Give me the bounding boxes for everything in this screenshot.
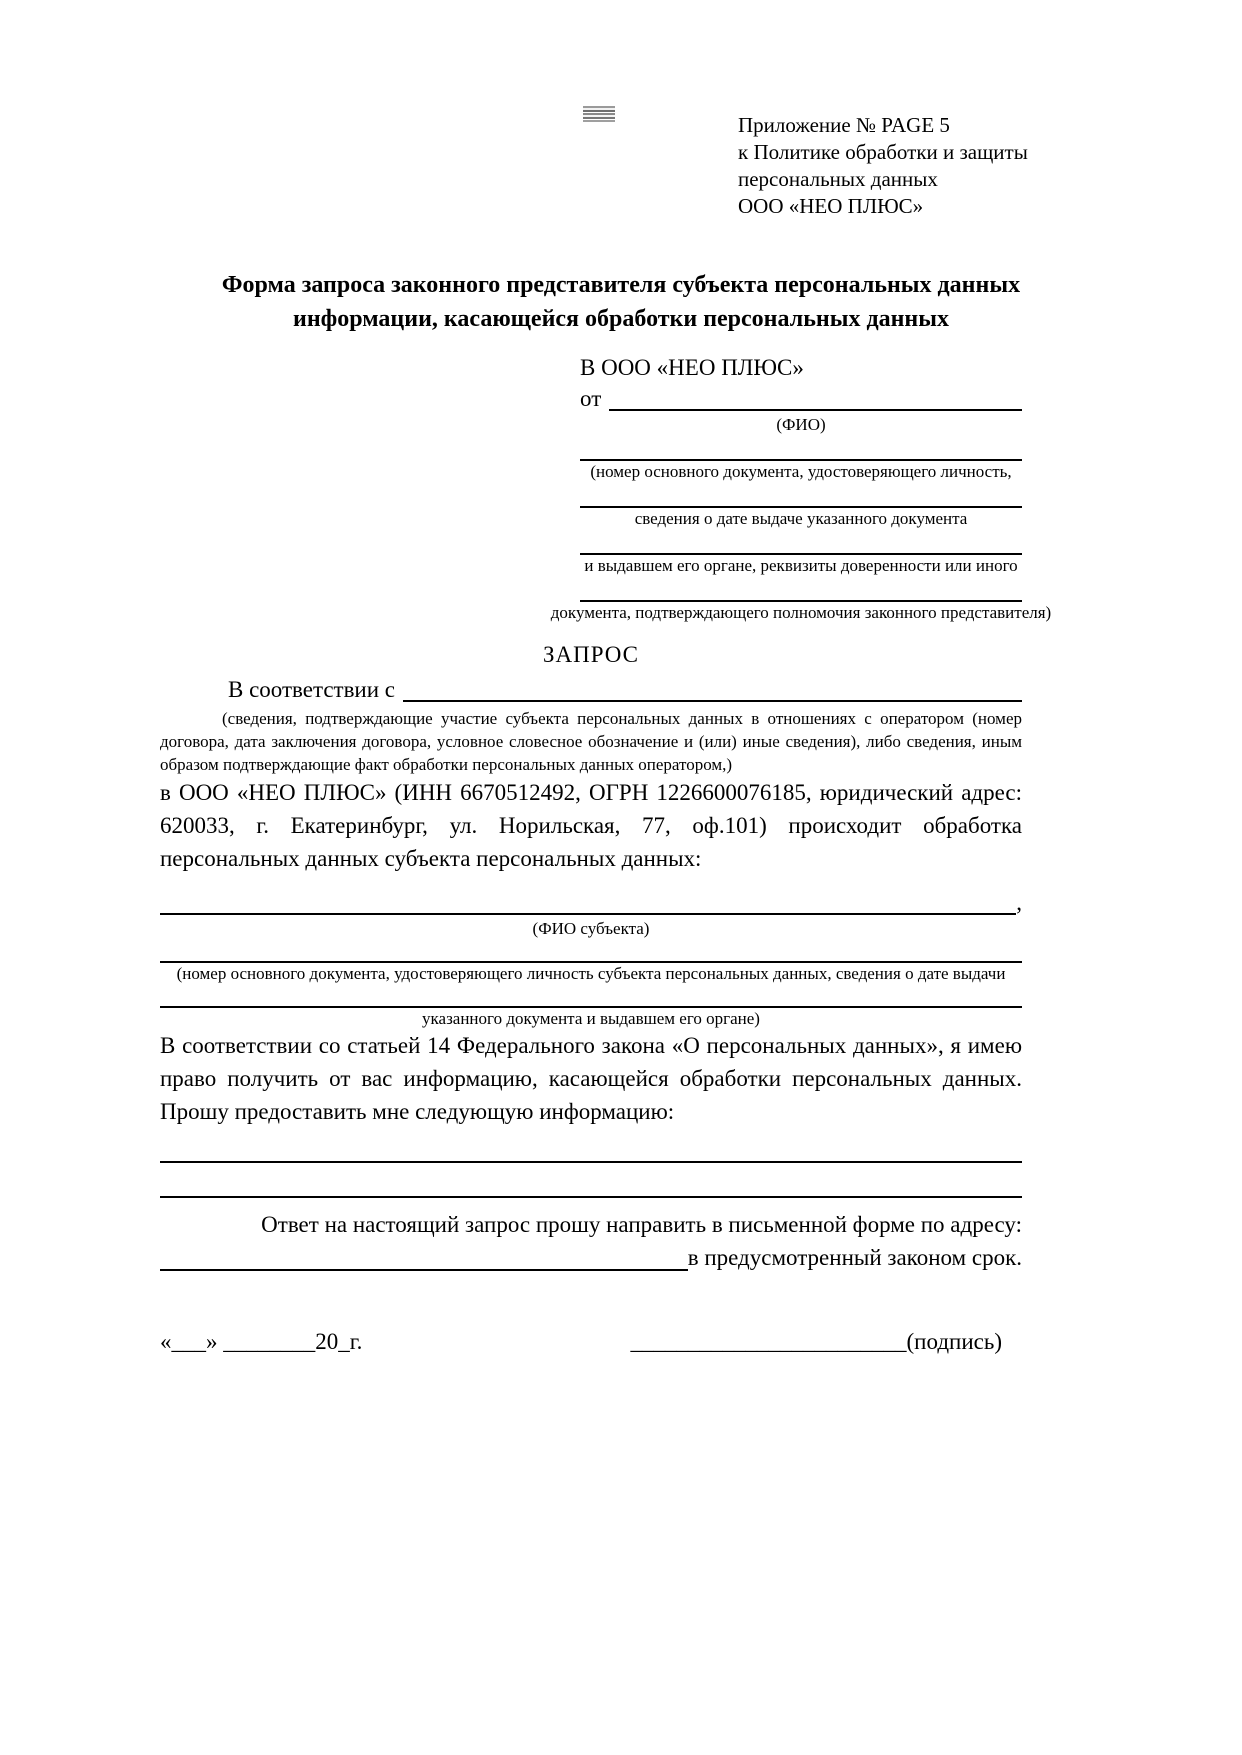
subject-fio-caption: (ФИО субъекта) [532,919,650,938]
text-lines-icon [583,106,615,130]
recipient-to: В ООО «НЕО ПЛЮС» [580,355,804,380]
fio-field-line[interactable] [609,409,1022,411]
subject-trailing-comma: , [1016,890,1022,915]
recipient-block [550,352,1052,623]
info-blank-line-1[interactable] [160,1128,1022,1163]
appendix-company: ООО «НЕО ПЛЮС» [738,194,924,218]
article-paragraph: В соответствии со статьей 14 Федерального закона «О персональных данных», я имею право получить от вас информацию, касающейся обработки персональных данных. Прошу предоставить мне следующую информацию: [160,1033,1022,1124]
subject-fio-field-line[interactable] [160,913,1016,915]
subject-fio-row [160,887,1022,918]
subject-doc-field-line2[interactable] [160,984,1022,1008]
accordance-row [160,674,1022,705]
signature-line[interactable]: ________________________ [630,1329,907,1354]
doc-authority-caption: документа, подтверждающего полномочия законного представителя) [550,603,1052,622]
info-blank-line-2[interactable] [160,1163,1022,1198]
address-field-line[interactable] [160,1269,688,1271]
doc-number-caption: (номер основного документа, удостоверяющего личность, [590,462,1012,481]
doc-date-field-line[interactable] [580,482,1022,508]
signature-caption: (подпись) [906,1329,1002,1354]
doc-issuer-field-line[interactable] [580,529,1022,555]
from-label: от [580,386,602,411]
appendix-policy-line2: персональных данных [738,167,938,191]
response-term-text: в предусмотренный законом срок. [687,1245,1022,1270]
accordance-field-line[interactable] [403,700,1022,702]
document-body [160,352,1052,1357]
appendix-policy-line: к Политике обработки и защиты [738,140,1028,164]
response-address-line: Ответ на настоящий запрос прошу направить в письменной форме по адресу: [261,1212,1022,1237]
appendix-header [738,112,1208,220]
subject-doc-caption2: указанного документа и выдавшем его органе) [422,1009,760,1028]
signature-field[interactable] [631,1326,1002,1357]
request-heading: ЗАПРОС [542,642,640,667]
doc-number-field-line[interactable] [580,435,1022,461]
subject-doc-field-line[interactable] [160,939,1022,963]
response-term-row [160,1241,1022,1274]
accordance-label: В соответствии с [228,677,396,702]
signature-row [160,1326,1022,1357]
accordance-footnote: (сведения, подтверждающие участие субъекта персональных данных в отношениях с оператором (номер договора, дата заключения договора, условное словесное обозначение и (или) иные сведения), либо сведения, иным образом подтверждающие факт обработки персональных данных оператором,) [160,709,1022,774]
appendix-number: Приложение № PAGE 5 [738,113,950,137]
operator-paragraph: в ООО «НЕО ПЛЮС» (ИНН 6670512492, ОГРН 1226600076185, юридический адрес: 620033, г. Екатеринбург, ул. Норильская, 77, оф.101) происходит обработка персональных данных субъекта персональных данных: [160,780,1022,871]
subject-doc-caption1: (номер основного документа, удостоверяющего личность субъекта персональных данных, сведения о дате выдачи [176,964,1006,983]
date-field[interactable]: «___» ________20_г. [160,1329,363,1354]
doc-authority-field-line[interactable] [580,576,1022,602]
doc-date-caption: сведения о дате выдаче указанного документа [634,509,968,528]
from-row [580,383,1022,414]
fio-caption: (ФИО) [776,415,826,434]
page-title: Форма запроса законного представителя субъекта персональных данных информации, касающейся обработки персональных данных [221,272,1021,332]
doc-issuer-caption: и выдавшем его органе, реквизиты доверенности или иного [584,556,1018,575]
